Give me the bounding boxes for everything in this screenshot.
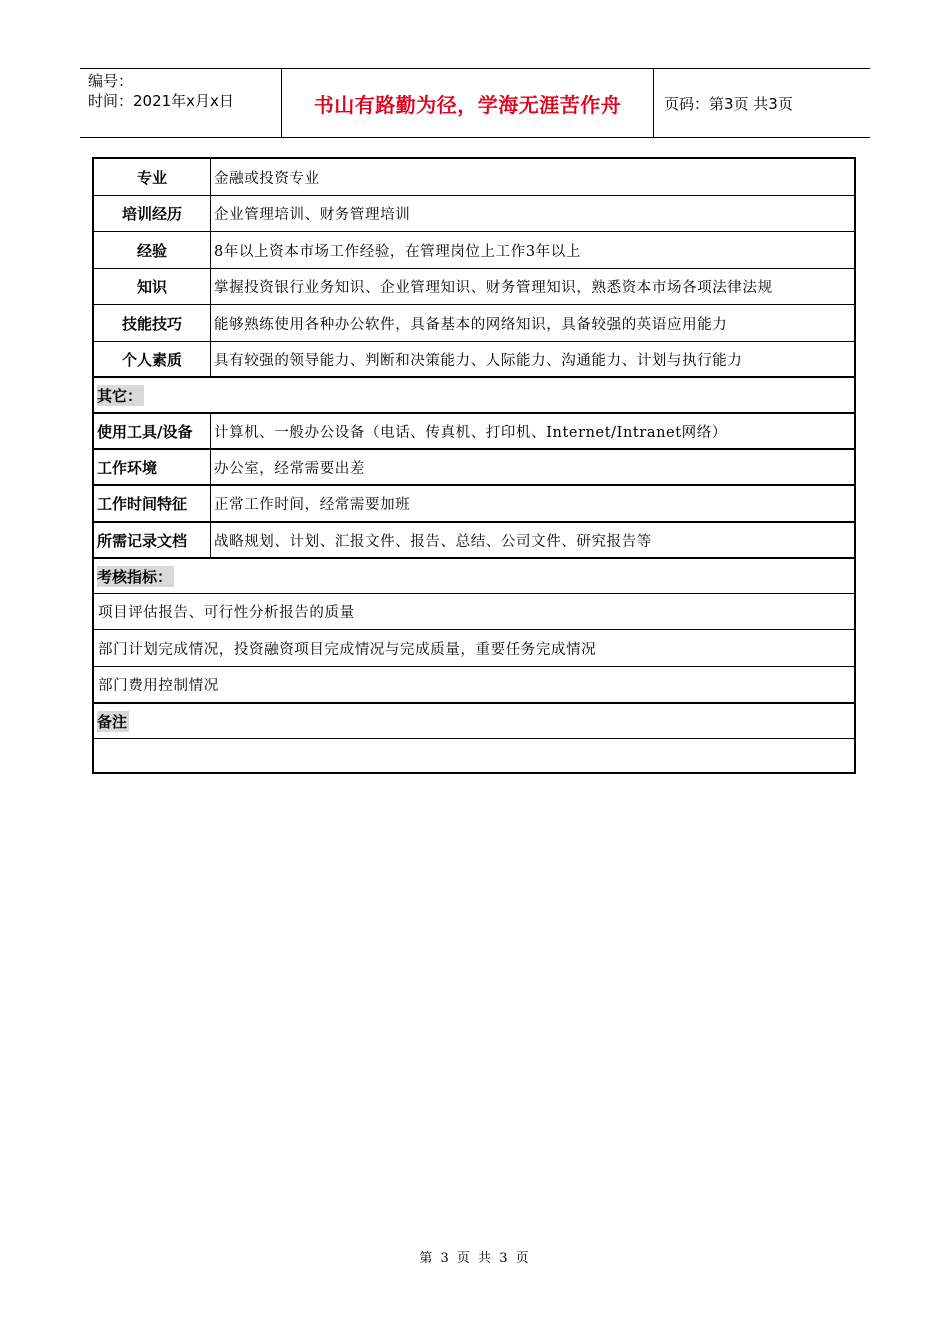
job-requirements-table	[92, 157, 856, 774]
row-label: 个人素质	[121, 351, 182, 369]
table-row	[94, 450, 854, 485]
assessment-item: 项目评估报告、可行性分析报告的质量	[98, 605, 355, 621]
header-motto: 书山有路勤为径，学海无涯苦作舟	[313, 92, 622, 117]
table-row	[94, 196, 854, 231]
row-value: 企业管理培训、财务管理培训	[214, 207, 411, 223]
assessment-item: 部门计划完成情况，投资融资项目完成情况与完成质量，重要任务完成情况	[98, 641, 597, 658]
row-label: 专业	[136, 168, 167, 187]
row-label: 所需记录文档	[97, 532, 188, 550]
row-label: 知识	[136, 278, 167, 296]
table-row	[94, 232, 854, 268]
page-footer: 第 3 页 共 3 页	[419, 1251, 531, 1266]
row-label: 工作环境	[97, 459, 158, 477]
row-value: 能够熟练使用各种办公软件，具备基本的网络知识，具备较强的英语应用能力	[214, 316, 728, 333]
row-label: 培训经历	[121, 205, 182, 223]
row-value: 金融或投资专业	[214, 170, 320, 187]
row-label: 经验	[136, 241, 167, 260]
document-code-label: 编号：	[88, 72, 134, 90]
document-date: 时间：2021年x月x日	[88, 92, 234, 110]
table-row	[94, 523, 854, 558]
section-header-assessment	[94, 559, 854, 593]
row-label: 技能技巧	[121, 314, 182, 333]
assessment-item: 部门费用控制情况	[98, 678, 219, 694]
row-label: 工作时间特征	[97, 495, 188, 513]
table-row	[94, 486, 854, 521]
row-value: 办公室，经常需要出差	[214, 461, 365, 477]
table-row	[94, 414, 854, 449]
header-meta	[88, 71, 278, 111]
remarks-content	[94, 739, 854, 772]
row-value: 正常工作时间，经常需要加班	[214, 497, 411, 513]
list-item	[94, 630, 854, 666]
row-value: 战略规划、计划、汇报文件、报告、总结、公司文件、研究报告等	[214, 534, 652, 550]
row-value: 具有较强的领导能力、判断和决策能力、人际能力、沟通能力、计划与执行能力	[214, 353, 743, 369]
section-title: 考核指标：	[97, 567, 173, 586]
row-value: 掌握投资银行业务知识、企业管理知识、财务管理知识，熟悉资本市场各项法律法规	[214, 280, 773, 296]
header-page-info: 页码：第3页 共3页	[664, 94, 793, 113]
row-label: 使用工具/设备	[97, 423, 193, 441]
table-row	[94, 159, 854, 195]
table-row	[94, 269, 854, 304]
row-value: 计算机、一般办公设备（电话、传真机、打印机、Internet/Intranet网络）	[214, 425, 727, 441]
table-row	[94, 305, 854, 341]
section-header-remarks	[94, 704, 854, 738]
list-item	[94, 667, 854, 702]
document-header	[80, 68, 870, 138]
table-row	[94, 342, 854, 377]
section-header-other	[94, 378, 854, 413]
list-item	[94, 594, 854, 629]
section-title: 其它：	[97, 387, 143, 405]
row-value: 8年以上资本市场工作经验，在管理岗位上工作3年以上	[214, 243, 581, 260]
section-title: 备注	[97, 712, 128, 731]
header-divider	[653, 69, 654, 137]
